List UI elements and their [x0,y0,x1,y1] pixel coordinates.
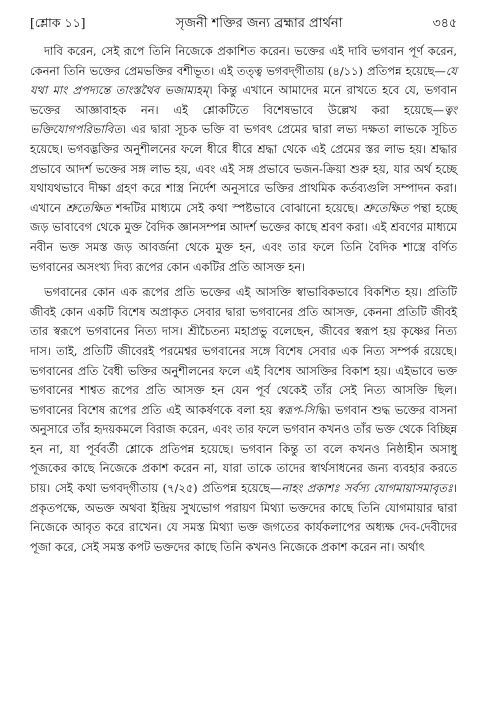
text-run: । এর দ্বারা সূচক ভক্তি বা ভগবৎ প্রেমের দ্বারা লভ্য দক্ষতা লাভকে সূচিত হয়েছে। ভগবদ্ভক্তির অনুশীলনের ফলে ধীরে ধীরে শ্রদ্ধা থেকে এই প্রেমের স্তর লাভ হয়। শ্রদ্ধার প্রভাবে আদর্শ ভক্তের সঙ্গ লাভ হয়, এবং এই সঙ্গ প্রভাবে ভজন-ক্রিয়া শুরু হয়, যার অর্থ হচ্ছে যথাযথভাবে দীক্ষা গ্রহণ করে শাস্ত্র নির্দেশ অনুসারে ভক্তির প্রাথমিক কর্তব্যগুলি সম্পাদন করা। এখানে [30,122,457,215]
text-run: শব্দটির মাধ্যমে সেই কথা স্পষ্টভাবে বোঝানো হয়েছে। [110,200,363,215]
italic-quote: শ্রুতেক্ষিত [362,200,409,215]
purport-text [30,42,457,557]
text-run: । কিন্তু এখানে আমাদের মনে রাখতে হবে যে, ভগবান ভক্তের আজ্ঞাবাহক নন। এই শ্লোকটিতে বিশেষভাবে উল্লেখ করা হয়েছে— [30,83,457,117]
paragraph [30,283,457,557]
italic-quote: ত্বং ভক্তিযোগপরিভাবিত [30,102,457,137]
text-run: । প্রকৃতপক্ষে, অভক্ত অথবা ইন্দ্রিয় সুখভোগ পরায়ণ মিথ্যা ভক্তদের কাছে তিনি যোগমায়ার দ্বারা নিজেকে আবৃত করে রাখেন। যে সমস্ত মিথ্যা ভক্ত জগতের কার্যকলাপের অধ্যক্ষ দেব-দেবীদের পূজা করে, সেই সমস্ত কপট ভক্তদের কাছে তিনি কখনও নিজেকে প্রকাশ করেন না। অর্থাৎ [30,481,457,554]
text-run: ভগবানের কোন এক রূপের প্রতি ভক্তের এই আসক্তি স্বাভাবিকভাবে বিকশিত হয়। প্রতিটি জীবই কোন একটি বিশেষ অপ্রাকৃত সেবার দ্বারা ভগবানের প্রতি আসক্ত, কেননা প্রতিটি জীবই তার স্বরূপে ভগবানের নিত্য দাস। শ্রীচৈতন্য মহাপ্রভু বলেছেন, জীবের স্বরূপ হয় কৃষ্ণের নিত্য দাস। তাই, প্রতিটি জীবেরই পরমেশ্বর ভগবানের সঙ্গে বিশেষ সেবার এক নিত্য সম্পর্ক রয়েছে। ভগবানের প্রতি বৈধী ভক্তির অনুশীলনের ফলে এই বিশেষ আসক্তির বিকাশ হয়। এইভাবে ভক্ত ভগবানের শাশ্বত রূপের প্রতি আসক্ত হন যেন পূর্ব থেকেই তাঁর সেই নিত্য আসক্তি ছিল। ভগবানের বিশেষ রূপের প্রতি এই আকর্ষণকে বলা হয় [30,285,457,417]
page-number: ৩৪৫ [432,15,457,30]
text-run: দাবি করেন, সেই রূপে তিনি নিজেকে প্রকাশিত করেন। ভক্তের এই দাবি ভগবান পূর্ণ করেন, কেননা তিনি ভক্তের প্রেমভক্তির বশীভূত। এই তত্ত্ব ভগবদ্‌গীতায় (৪/১১) প্রতিপন্ন হয়েছে— [30,44,457,78]
text-run: পন্থা হচ্ছে জড় ভাবাবেগ থেকে মুক্ত বৈদিক জ্ঞানসম্পন্ন আদর্শ ভক্তের কাছে শ্রবণ করা। এই শ্রবণের মাধ্যমে নবীন ভক্ত সমস্ত জড় আবর্জনা থেকে মুক্ত হন, এবং তার ফলে তিনি বৈদিক শাস্ত্রে বর্ণিত ভগবানের অসংখ্য দিব্য রূপের কোন একটির প্রতি আসক্ত হন। [30,200,457,274]
italic-quote: যে যথা মাং প্রপদ্যন্তে তাংস্তথৈব ভজাম্যহম্ [30,63,457,98]
italic-quote: শ্রুতেক্ষিত [65,200,111,215]
running-header [30,14,457,32]
italic-quote: নাহং প্রকাশঃ সর্বস্য যোগমায়াসমাবৃতঃ [281,481,453,496]
verse-reference: [শ্লোক ১১] [30,15,86,30]
italic-quote: স্বরূপ-সিদ্ধি [276,402,327,417]
paragraph [30,42,457,277]
chapter-title: সৃজনী শক্তির জন্য ব্রহ্মার প্রার্থনা [175,16,343,31]
text-run: । ভগবান শুদ্ধ ভক্তের বাসনা অনুসারে তাঁর হৃদয়কমলে বিরাজ করেন, এবং তার ফলে ভগবান কখনও তাঁর ভক্ত থেকে বিচ্ছিন্ন হন না, যা পূর্ববর্তী শ্লোকে প্রতিপন্ন হয়েছে। ভগবান কিন্তু তা বলে কখনও নিষ্ঠাহীন অসাধু পূজকের কাছে নিজেকে প্রকাশ করেন না, যারা তাকে তাদের স্বার্থসাধনের জন্য ব্যবহার করতে চায়। সেই কথা ভগবদ্‌গীতায় (৭/২৫) প্রতিপন্ন হয়েছে— [30,402,457,496]
